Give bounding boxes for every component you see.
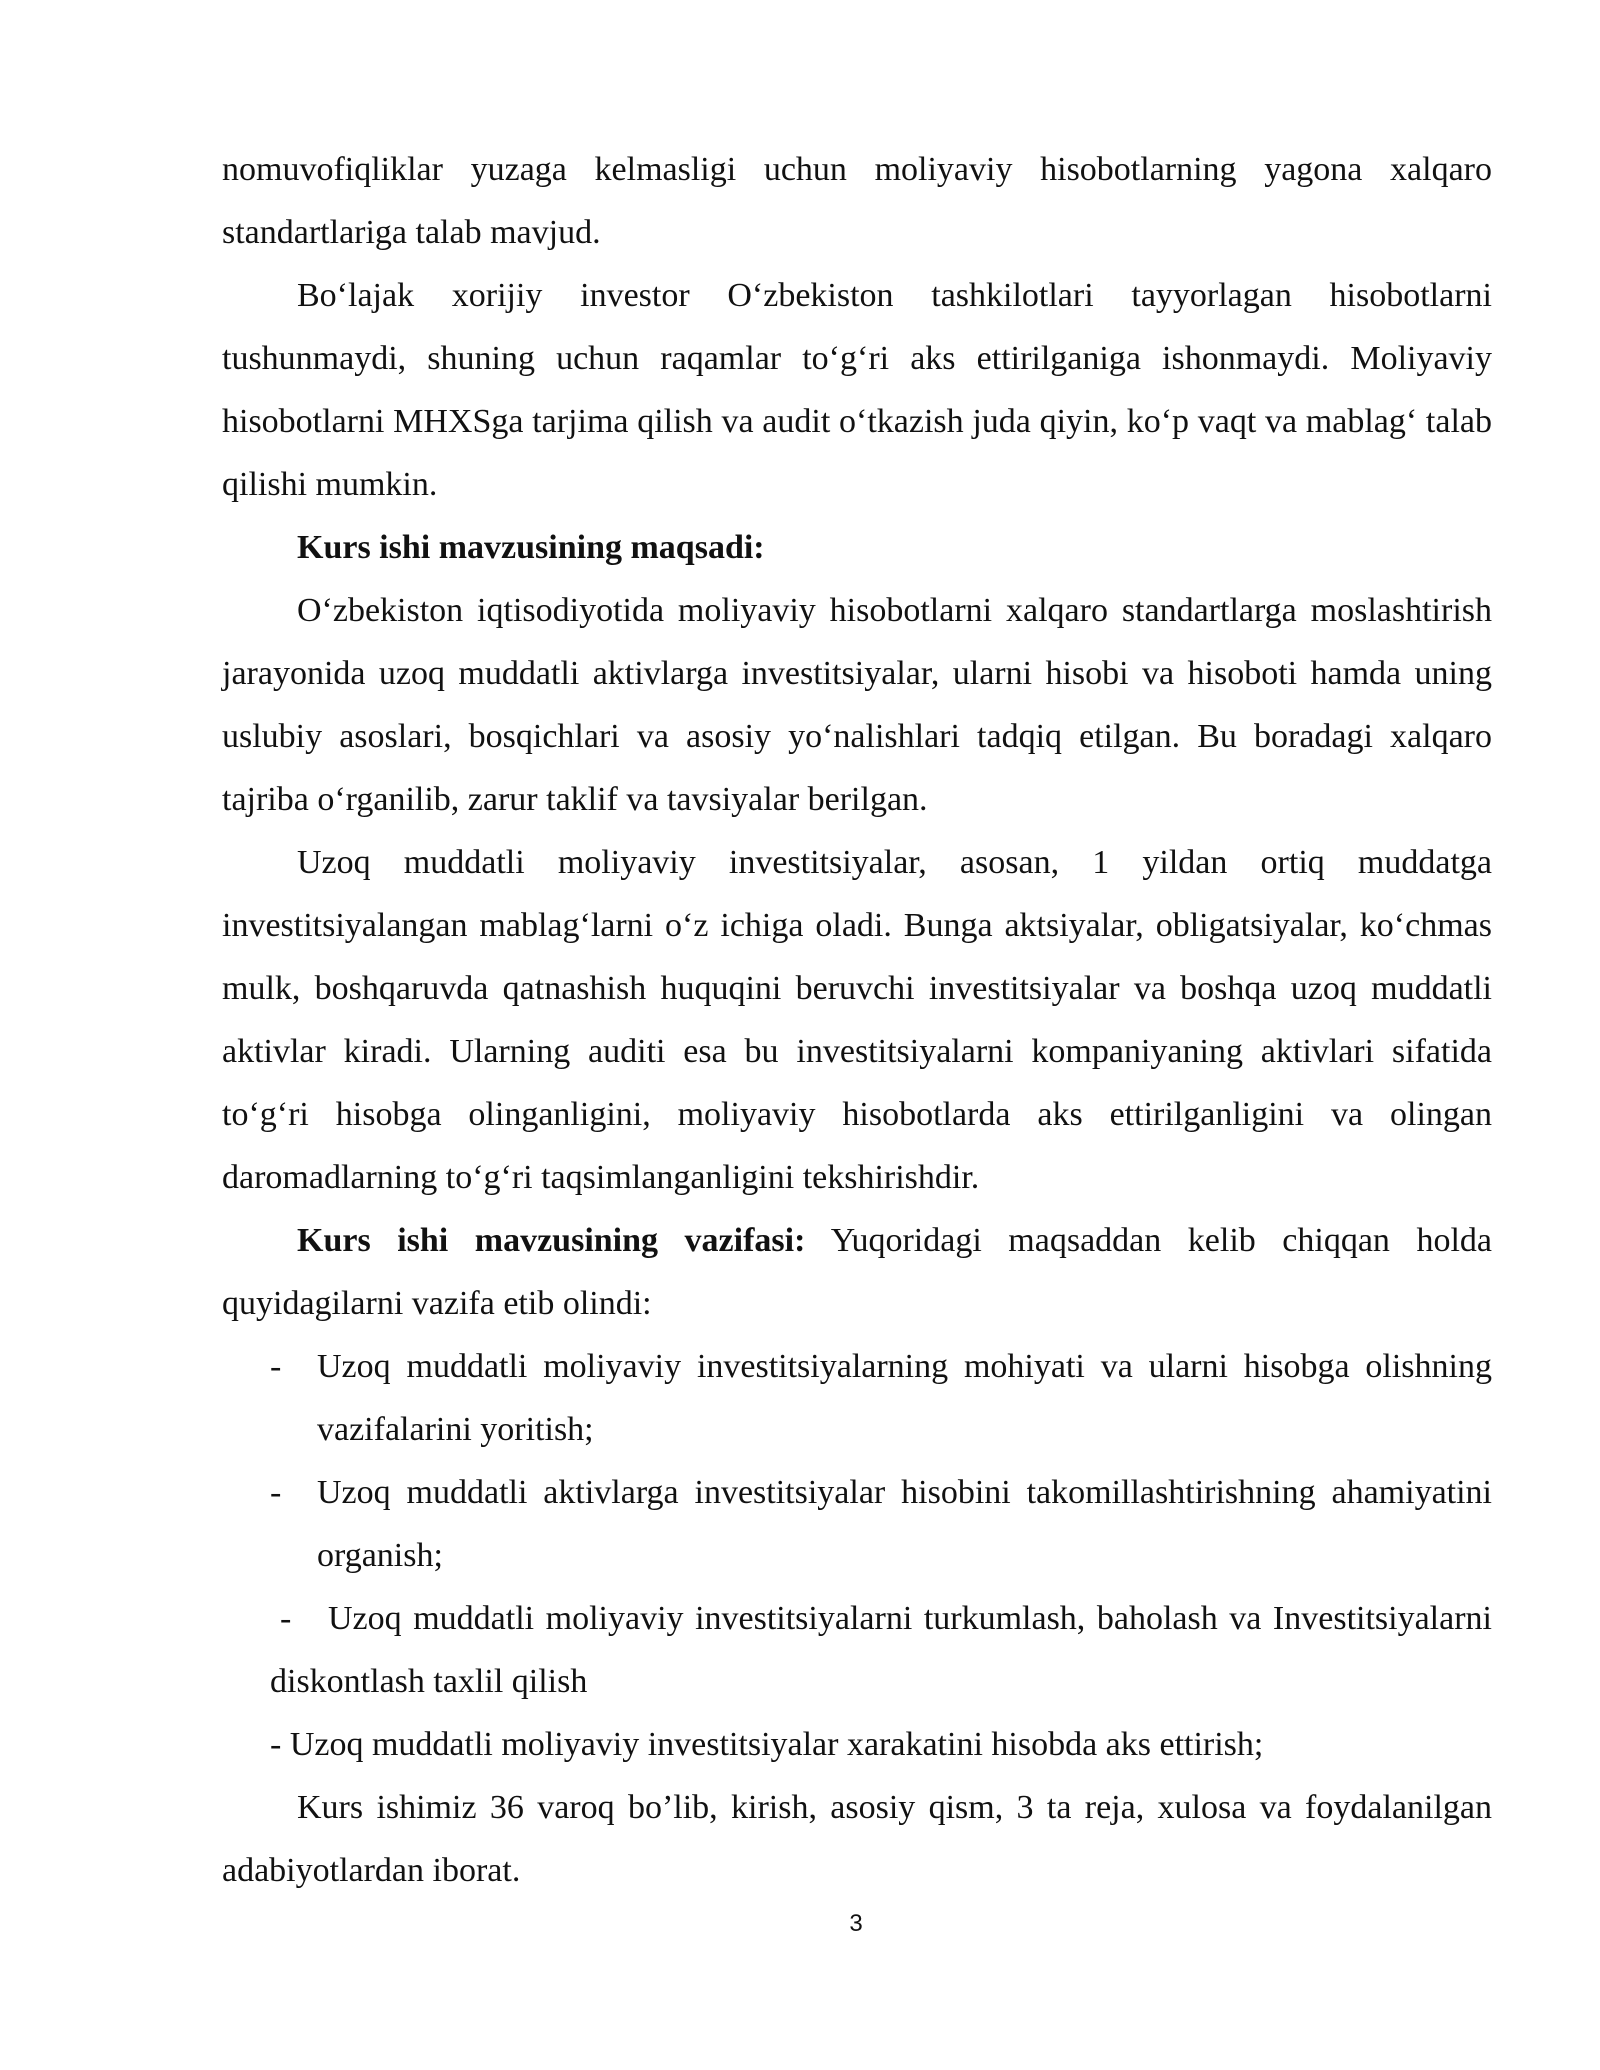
list-item-text: Uzoq muddatli moliyaviy investitsiyalar xarakatini hisobda aks ettirish; <box>281 1726 1264 1763</box>
list-item <box>222 1335 1492 1461</box>
list-item <box>222 1587 1492 1713</box>
list-dash: - <box>280 1600 292 1637</box>
list-item <box>222 1713 1492 1776</box>
page-number: 3 <box>849 1910 863 1937</box>
paragraph-long-term-investments: Uzoq muddatli moliyaviy investitsiyalar, asosan, 1 yildan ortiq muddatga investitsiyalangan mablag‘larni o‘z ichiga oladi. Bunga aktsiyalar, obligatsiyalar, ko‘chmas mulk, boshqaruvda qatnashish huquqini beruvchi investitsiyalar va boshqa uzoq muddatli aktivlar kiradi. Ularning auditi esa bu investitsiyalarni kompaniyaning aktivlari sifatida to‘g‘ri hisobga olinganligini, moliyaviy hisobotlarda aks ettirilganligini va olingan daromadlarning to‘g‘ri taqsimlanganligini tekshirishdir. <box>222 844 1492 1196</box>
tasks-intro-text: Yuqoridagi maqsaddan kelib chiqqan holda quyidagilarni vazifa etib olindi: <box>222 1222 1492 1322</box>
tasks-list <box>222 1335 1492 1776</box>
list-dash: - <box>270 1348 282 1385</box>
list-dash: - <box>270 1474 282 1511</box>
list-item-text: Uzoq muddatli moliyaviy investitsiyalarni turkumlash, baholash va Investitsiyalarni diskontlash taxlil qilish <box>270 1600 1492 1700</box>
paragraph-goal: O‘zbekiston iqtisodiyotida moliyaviy hisobotlarni xalqaro standartlarga moslashtirish jarayonida uzoq muddatli aktivlarga investitsiyalar, ularni hisobi va hisoboti hamda uning uslubiy asoslari, bosqichlari va asosiy yo‘nalishlari tadqiq etilgan. Bu boradagi xalqaro tajriba o‘rganilib, zarur taklif va tavsiyalar berilgan. <box>222 592 1492 818</box>
goal-heading: Kurs ishi mavzusining maqsadi: <box>297 529 765 566</box>
list-dash: - <box>270 1726 282 1763</box>
tasks-heading: Kurs ishi mavzusining vazifasi: <box>297 1222 806 1259</box>
page-body <box>222 138 1492 1902</box>
paragraph-tasks-intro <box>222 1209 1492 1335</box>
paragraph-intro-continuation: nomuvofiqliklar yuzaga kelmasligi uchun moliyaviy hisobotlarning yagona xalqaro standartlariga talab mavjud. <box>222 151 1492 251</box>
paragraph-foreign-investor: Bo‘lajak xorijiy investor O‘zbekiston tashkilotlari tayyorlagan hisobotlarni tushunmaydi, shuning uchun raqamlar to‘g‘ri aks ettirilganiga ishonmaydi. Moliyaviy hisobotlarni MHXSga tarjima qilish va audit o‘tkazish juda qiyin, ko‘p vaqt va mablag‘ talab qilishi mumkin. <box>222 277 1492 503</box>
list-item-text: Uzoq muddatli aktivlarga investitsiyalar hisobini takomillashtirishning ahamiyatini organish; <box>317 1474 1492 1574</box>
list-item <box>222 1461 1492 1587</box>
paragraph-structure: Kurs ishimiz 36 varoq bo’lib, kirish, asosiy qism, 3 ta reja, xulosa va foydalanilgan adabiyotlardan iborat. <box>222 1789 1492 1889</box>
list-item-text: Uzoq muddatli moliyaviy investitsiyalarning mohiyati va ularni hisobga olishning vazifalarini yoritish; <box>317 1348 1492 1448</box>
